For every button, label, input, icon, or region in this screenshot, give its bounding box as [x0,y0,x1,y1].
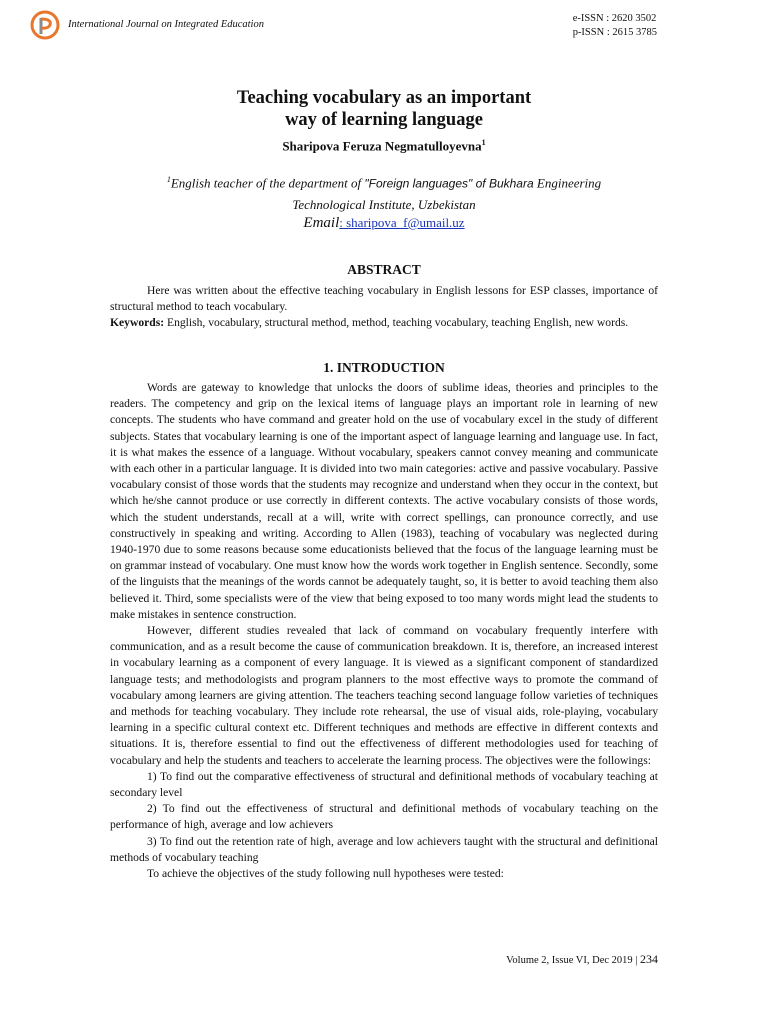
keywords-label: Keywords: [110,316,165,330]
title-line-2: way of learning language [285,110,483,130]
objective-item-1: 1) To find out the comparative effectiveness of structural and definitional methods of vocabulary teaching at secondary level [110,769,658,800]
email-link[interactable]: : sharipova_f@umail.uz [339,215,465,230]
keywords [110,315,658,331]
volume-info: Volume 2, Issue VI, Dec 2019 | [506,955,640,966]
abstract-body [110,283,658,332]
affiliation [0,169,768,216]
author-name: Sharipova Feruza Negmatulloyevna [282,138,482,154]
objective-item-2: 2) To find out the effectiveness of structural and definitional methods of vocabulary teaching on the performance of high, average and low achievers [110,802,658,832]
affiliation-part-3: Engineering [533,175,602,191]
email-label: Email [303,215,340,231]
author [0,138,768,154]
page-number: 234 [640,952,658,966]
introduction-paragraph-2: However, different studies revealed that lack of command on vocabulary frequently interfere with communication, and as a result become the cause of communication breakdown. It is, therefore, an increased interest in vocabulary learning as a component of every language. It is viewed as a significant component of standardized language tests; and methodologists and program planners to the most effective ways to promote the command of vocabulary among learners are giving attention. The teachers teaching second language follow varieties of techniques and methods for teaching vocabulary. They include rote rehearsal, the use of visual aids, role-playing, vocabulary learning in a specific cultural context etc. Different techniques and methods are effective in different contexts and situations. It is, therefore essential to find out the effectiveness of different methodologies used for teaching of vocabulary and help the students and teachers to accelerate the learning process. The objectives were the followings: [110,624,658,767]
pissn: p-ISSN : 2615 3785 [572,27,657,38]
journal-logo-icon [30,10,60,40]
affiliation-part-1: English teacher of the department of [170,175,365,191]
eissn: e-ISSN : 2620 3502 [572,13,657,24]
journal-name: International Journal on Integrated Education [68,19,264,30]
article-title [0,87,768,131]
affiliation-line-2: Technological Institute, Uzbekistan [292,197,476,213]
affiliation-line-1 [0,169,768,194]
introduction-paragraph-1: Words are gateway to knowledge that unlocks the doors of sublime ideas, theories and principles to the readers. The competency and grip on the lexical items of language plays an important role in learning of new concepts. The students who have command and greater hold on the use of vocabulary excel in the study of different subjects. States that vocabulary learning is one of the important aspect of language learning and language use. In fact, it is what makes the essence of a language. Without vocabulary, speakers cannot convey meaning and communicate with each other in a particular language. It is divided into two main categories: active and passive vocabulary. Passive vocabulary consist of those words that the students may recognize and understand when they occur in the context, but which he/she cannot produce or use correctly in different contexts. The active vocabulary consists of those words, which the student understands, recall at a will, write with correct spellings, can pronounce correctly, and use constructively in speaking and writing. According to Allen (1983), teaching of vocabulary was neglected during 1940-1970 due to some reasons because some educationists believed that the focus of the language learning must be on grammar instead of vocabulary. One must know how the words work together in English sentence. Secondly, some of the linguists that the meanings of the words cannot be adequately taught, so, it is better to avoid teaching them also believed it. Third, some specialists were of the view that being exposed to too many words might lead the students to make mistakes in sentence construction. [110,381,658,621]
objective-item-3: 3) To find out the retention rate of high, average and low achievers taught with the structural and definitional methods of vocabulary teaching [110,834,658,864]
keywords-text: English, vocabulary, structural method, method, teaching vocabulary, teaching English, new words. [164,316,629,330]
page-footer [506,952,658,967]
author-sup: 1 [481,138,486,147]
introduction-heading: 1. INTRODUCTION [323,360,445,375]
affiliation-sup: 1 [166,175,171,184]
email-line [0,215,768,232]
hypotheses-intro: To achieve the objectives of the study following null hypotheses were tested: [147,867,504,881]
abstract-heading: ABSTRACT [347,262,421,277]
abstract-text: Here was written about the effective teaching vocabulary in English lessons for ESP classes, importance of structural method to teach vocabulary. [110,284,658,314]
introduction-body [110,380,658,882]
affiliation-part-2: "Foreign languages" of Bukhara [364,176,534,191]
title-line-1: Teaching vocabulary as an important [236,88,532,108]
issn-block [573,12,657,40]
